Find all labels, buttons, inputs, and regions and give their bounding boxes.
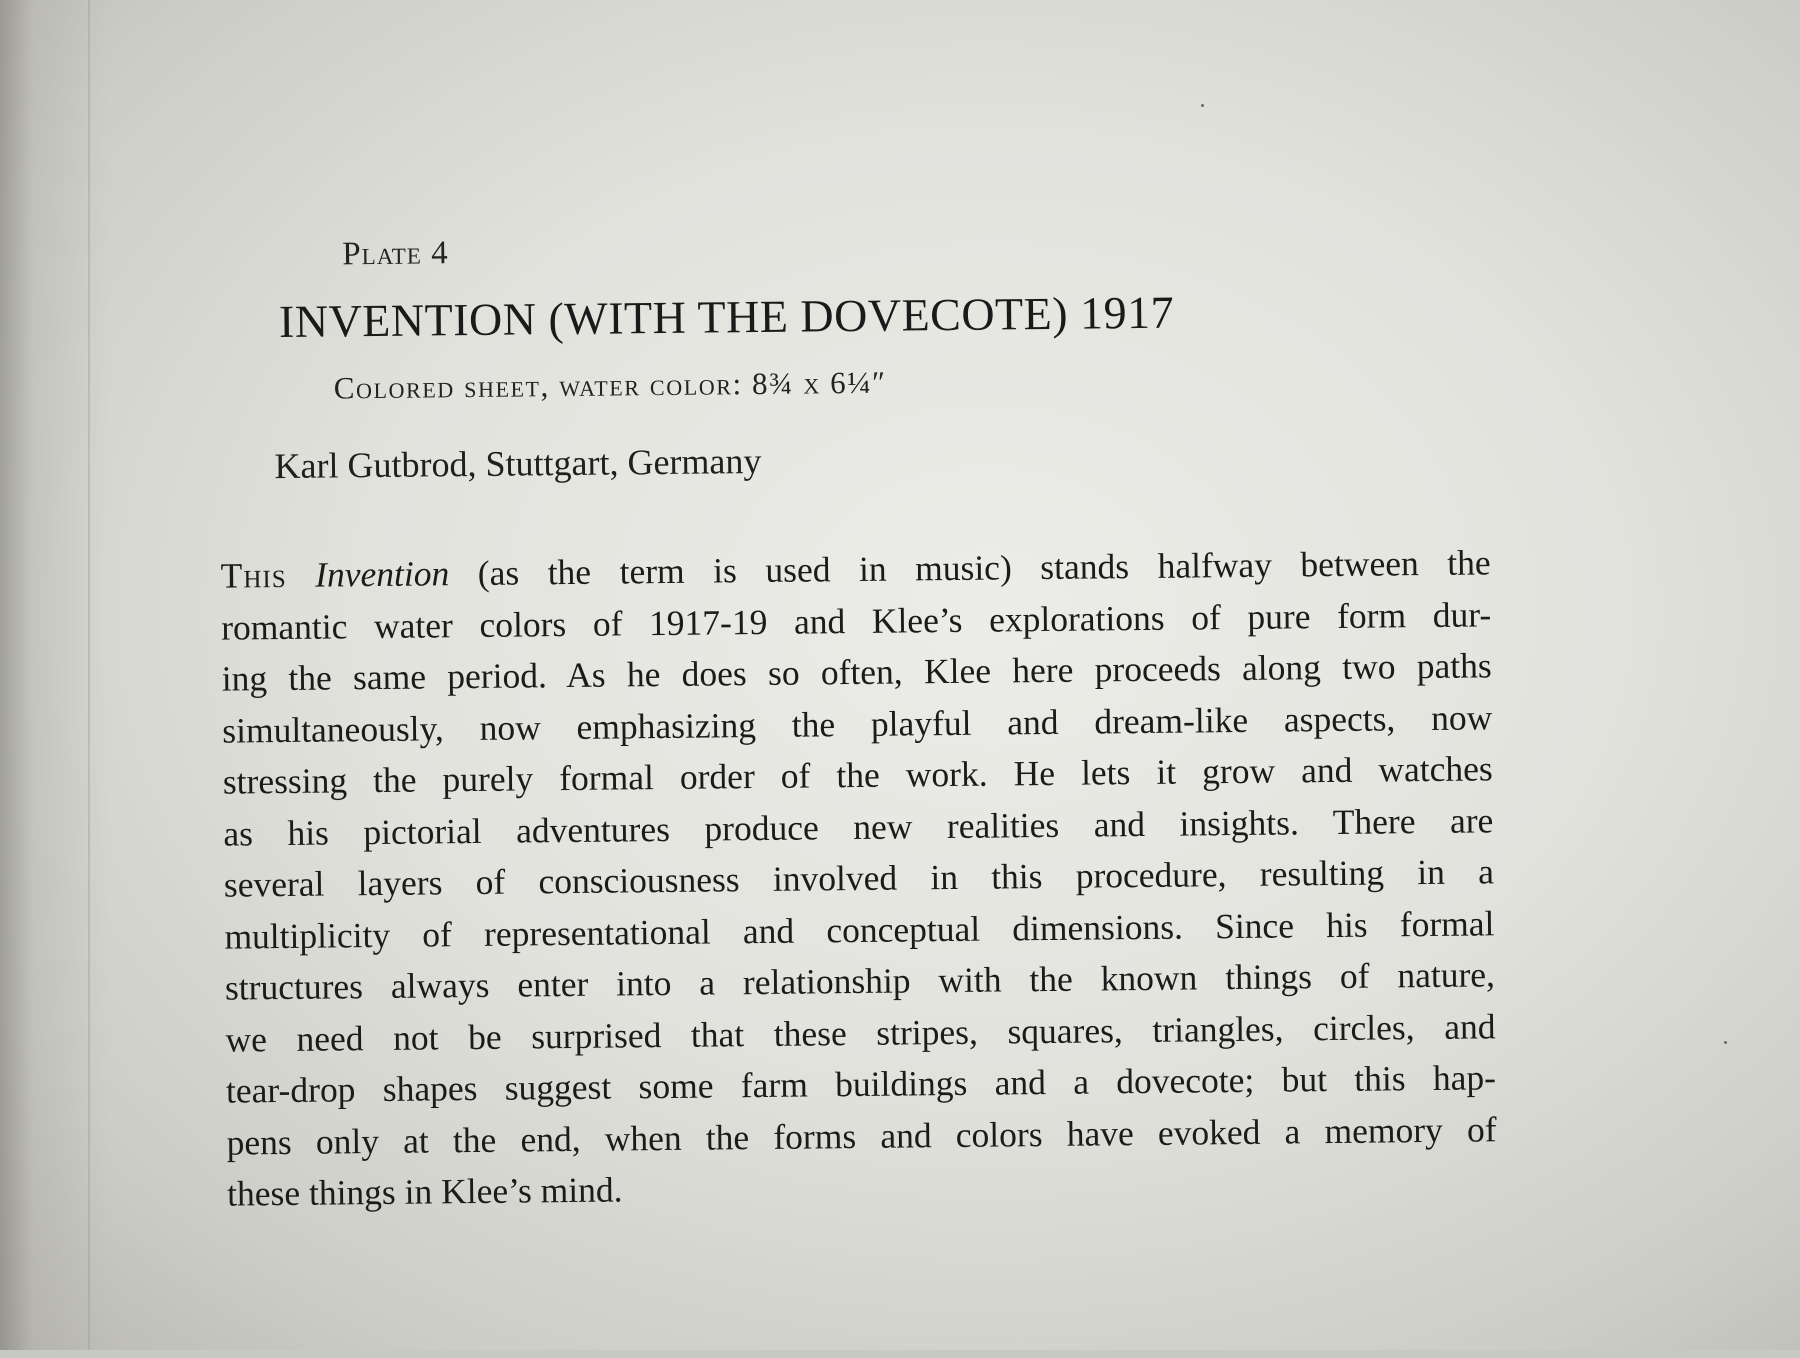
commentary-line: simultaneously, now emphasizing the playful and dream-like aspects, now (222, 696, 1493, 751)
artwork-title: INVENTION (WITH THE DOVECOTE) 1917 (278, 286, 1175, 348)
commentary-line: we need not be surprised that these stripes, squares, triangles, circles, and (225, 1005, 1496, 1060)
commentary-line: structures always enter into a relationship with the known things of nature, (224, 954, 1496, 1008)
artwork-collection: Karl Gutbrod, Stuttgart, Germany (274, 440, 762, 487)
commentary-line: several layers of consciousness involved in this procedure, resulting in a (223, 851, 1495, 905)
artwork-medium-dimensions: Colored sheet, water color: 8¾ x 6¼″ (333, 364, 887, 406)
commentary-line: as his pictorial adventures produce new realities and insights. There are (223, 799, 1494, 854)
commentary-line: pens only at the end, when the forms and colors have evoked a memory of (226, 1108, 1497, 1163)
lead-italic-word: Invention (314, 553, 450, 595)
commentary-paragraph (220, 537, 1497, 1220)
commentary-line: tear-drop shapes suggest some farm buildings and a dovecote; but this hap- (225, 1057, 1497, 1111)
lead-word: This (220, 554, 287, 596)
commentary-line-rest: (as the term is used in music) stands halfway between the (449, 542, 1491, 594)
plate-label: Plate 4 (342, 235, 449, 273)
commentary-line: stressing the purely formal order of the work. He lets it grow and watches (222, 748, 1493, 802)
commentary-line: ing the same period. As he does so often, Klee here proceeds along two paths (221, 645, 1492, 699)
commentary-line: multiplicity of representational and conceptual dimensions. Since his formal (224, 902, 1495, 957)
commentary-line: romantic water colors of 1917-19 and Klee’s explorations of pure form dur- (220, 593, 1492, 648)
commentary-line: these things in Klee’s mind. (226, 1169, 623, 1214)
